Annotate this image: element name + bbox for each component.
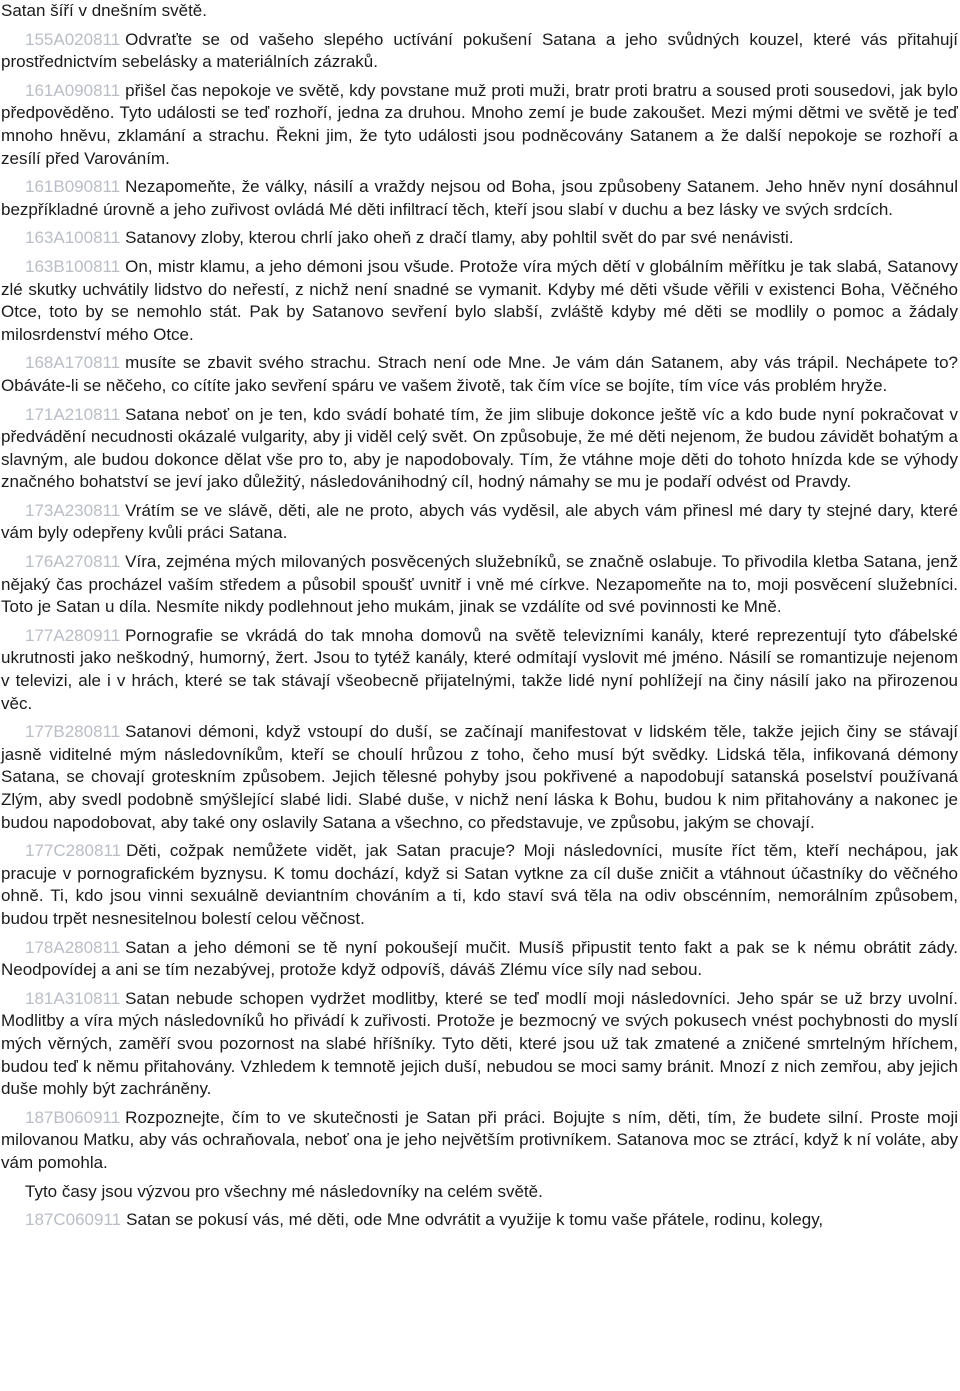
- message-code: 155A020811: [25, 29, 121, 49]
- message-code: 187B060911: [25, 1107, 121, 1127]
- message-paragraph: [1, 1107, 958, 1175]
- message-paragraph: [1, 176, 958, 221]
- message-text: Satanovy zloby, kterou chrlí jako oheň z dračí tlamy, aby pohltil svět do par své nenávisti.: [125, 228, 794, 248]
- message-code: 177C280811: [25, 841, 122, 861]
- message-text: Odvraťte se od vašeho slepého uctívání pokušení Satana a jeho svůdných kouzel, které vás přitahují prostřednictvím sebelásky a materiálních zázraků.: [1, 29, 958, 72]
- message-text: On, mistr klamu, a jeho démoni jsou všude. Protože víra mých dětí v globálním měřítku je tak slabá, Satanovy zlé skutky uchvátily lidstvo do neřestí, z nichž není snadné se vymanit. Kdyby mé děti všude věřili v existenci Boha, Věčného Otce, toto by se nemohlo stát. Pak by Satanovo sevření bylo slabší, zvláště kdyby mé děti se modlily o pomoc a žádaly milosrdenství mého Otce.: [1, 256, 958, 344]
- message-text: Pornografie se vkrádá do tak mnoha domovů na světě televizními kanály, které reprezentují tyto ďábelské ukrutnosti jako neškodný, humorný, žert. Jsou to tytéž kanály, které odmítají vyslovit mé jméno. Násilí se romantizuje nejenom v televizi, ale i v hrách, které se tak stávají všeobecně přijatelnými, takže lidé nyní pohlížejí na činy násilí jako na přirozenou věc.: [1, 625, 958, 713]
- message-paragraph: [1, 227, 958, 250]
- message-code: 176A270811: [25, 552, 121, 572]
- message-code: 178A280811: [25, 937, 121, 957]
- message-code: 171A210811: [25, 404, 121, 424]
- message-code: 161B090811: [25, 177, 121, 197]
- message-paragraph: [1, 840, 958, 930]
- message-text: Satanovi démoni, když vstoupí do duší, se začínají manifestovat v lidském těle, takže jejich činy se stávají jasně viditelné mým následovníkům, kteří se choulí hrůzou z toho, čeho musí být svědky. Lidská těla, infikovaná démony Satana, se chovají groteskním způsobem. Jejich tělesné pohyby jsou pokřivené a napodobují satanská poselství používaná Zlým, aby svedl podobně smýšlející slabé lidi. Slabé duše, v nichž není láska k Bohu, budou k nim přitahovány a nakonec je budou napodobovat, aby také ony oslavily Satana a všechno, co představuje, ve způsobu, jakým se chovají.: [1, 722, 958, 832]
- message-code: 187C060911: [25, 1210, 122, 1230]
- message-code: 168A170811: [25, 353, 121, 373]
- message-code: 163B100811: [25, 256, 121, 276]
- message-code: 163A100811: [25, 228, 121, 248]
- message-text: Satana neboť on je ten, kdo svádí bohaté tím, že jim slibuje dokonce ještě víc a kdo bude nyní pokračovat v předvádění necudnosti okázalé vulgarity, aby ji viděl celý svět. On způsobuje, že mé děti nejenom, že budou závidět bohatým a slavným, ale budou dokonce dělat vše pro to, aby je napodobovaly. Tím, že vtáhne moje děti do tohoto hnízda kde se výhody značného bohatství se jeví jako důležitý, následovánihodný cíl, hodný námahy se mu je podaří odvést od Pravdy.: [1, 404, 958, 492]
- message-code: 181A310811: [25, 988, 121, 1008]
- message-paragraph: [1, 256, 958, 346]
- message-text: Satan a jeho démoni se tě nyní pokoušejí mučit. Musíš připustit tento fakt a pak se k nému obrátit zády. Neodpovídej a ani se tím nezabývej, protože když odpovíš, dáváš Zlému více síly nad sebou.: [1, 937, 958, 980]
- message-paragraph: [1, 500, 958, 545]
- message-text: Nezapomeňte, že války, násilí a vraždy nejsou od Boha, jsou způsobeny Satanem. Jeho hněv nyní dosáhnul bezpříkladné úrovně a jeho zuřivost ovládá Mé děti infiltrací těch, kteří jsou slabí v duchu a bez lásky ve svých srdcích.: [1, 177, 958, 219]
- message-text: přišel čas nepokoje ve světě, kdy povstane muž proti muži, bratr proti bratru a soused proti sousedovi, jak bylo předpověděno. Tyto události se teď rozhoří, jedna za druhou. Mnoho zemí je bude zakoušet. Mezi mými dětmi ve světě je teď mnoho hněvu, zklamání a strachu. Řekni jim, že tyto události jsou podněcovány Satanem a že další nepokoje se rozhoří a zesílí před Varováním.: [1, 80, 958, 168]
- message-paragraph: [1, 551, 958, 619]
- message-text: Víra, zejména mých milovaných posvěcených služebníků, se značně oslabuje. To přivodila kletba Satana, jenž nějaký čas procházel vaším středem a působil spoušť uvnitř i vně mé církve. Nezapomeňte na to, moji posvěcení služebníci. Toto je Satan u díla. Nesmíte nikdy podlehnout jeho mukám, jinak se vzdálíte od své povinnosti ke Mně.: [1, 552, 958, 617]
- message-text: Vrátím se ve slávě, děti, ale ne proto, abych vás vyděsil, ale abych vám přinesl mé dary ty stejné dary, které vám byly odepřeny kvůli práci Satana.: [1, 500, 958, 543]
- message-text: Satan nebude schopen vydržet modlitby, které se teď modlí moji následovníci. Jeho spár se už brzy uvolní. Modlitby a víra mých následovníků ho přivádí k zuřivosti. Protože je bezmocný ve svých pokusech vnést pochybnosti do myslí mých věrných, zaměří svou pozornost na slabé hříšníky. Tyto děti, které jsou už tak zmatené a zničené smrtelným hříchem, budou teď k němu přitahovány. Vzhledem k temnotě jejich duší, nebudou se moci samy bránit. Mnozí z nich zemřou, aby jejich duše mohly být zachráněny.: [1, 988, 958, 1099]
- message-text: Satan se pokusí vás, mé děti, ode Mne odvrátit a využije k tomu vaše přátele, rodinu, kolegy,: [126, 1210, 824, 1230]
- message-paragraph: [1, 721, 958, 834]
- message-code: 177B280811: [25, 722, 121, 742]
- message-paragraph: [1, 625, 958, 715]
- message-code: 161A090811: [25, 80, 121, 100]
- message-text: musíte se zbavit svého strachu. Strach není ode Mne. Je vám dán Satanem, aby vás trápil. Nechápete to? Obáváte-li se něčeho, co cítíte jako sevření spáru ve vašem životě, tak čím více se bojíte, tím více vás problém hryže.: [1, 353, 958, 395]
- message-code: 173A230811: [25, 500, 121, 520]
- message-paragraph: [1, 80, 958, 170]
- closing-line: Tyto časy jsou výzvou pro všechny mé následovníky na celém světě.: [25, 1181, 543, 1201]
- message-paragraph: [1, 937, 958, 982]
- intro-line: Satan šíří v dnešním světě.: [1, 1, 207, 20]
- message-paragraph: [1, 352, 958, 397]
- message-text: Děti, cožpak nemůžete vidět, jak Satan pracuje? Moji následovníci, musíte říct těm, kteří nechápou, jak pracuje v pornografickém byznysu. K tomu dochází, když si Satan vytkne za cíl duše zničit a vtáhnout účastníky do věčného ohně. Ti, kdo jsou vinni sexuálně deviantním chováním a ti, kdo staví svá těla na odiv obscénním, nemorálním způsobem, budou trpět nesnesitelnou bolestí celou věčnost.: [1, 841, 958, 928]
- message-text: Rozpoznejte, čím to ve skutečnosti je Satan při práci. Bojujte s ním, děti, tím, že budete silní. Proste moji milovanou Matku, aby vás ochraňovala, neboť ona je jeho největším protivníkem. Satanova moc se ztrácí, když k ní voláte, aby vám pomohla.: [1, 1107, 958, 1172]
- message-paragraph: [1, 29, 958, 74]
- message-code: 177A280911: [25, 625, 121, 645]
- message-paragraph-last: [1, 1209, 958, 1232]
- message-paragraph: [1, 988, 958, 1101]
- paragraph-list: [1, 29, 958, 1175]
- message-paragraph: [1, 404, 958, 494]
